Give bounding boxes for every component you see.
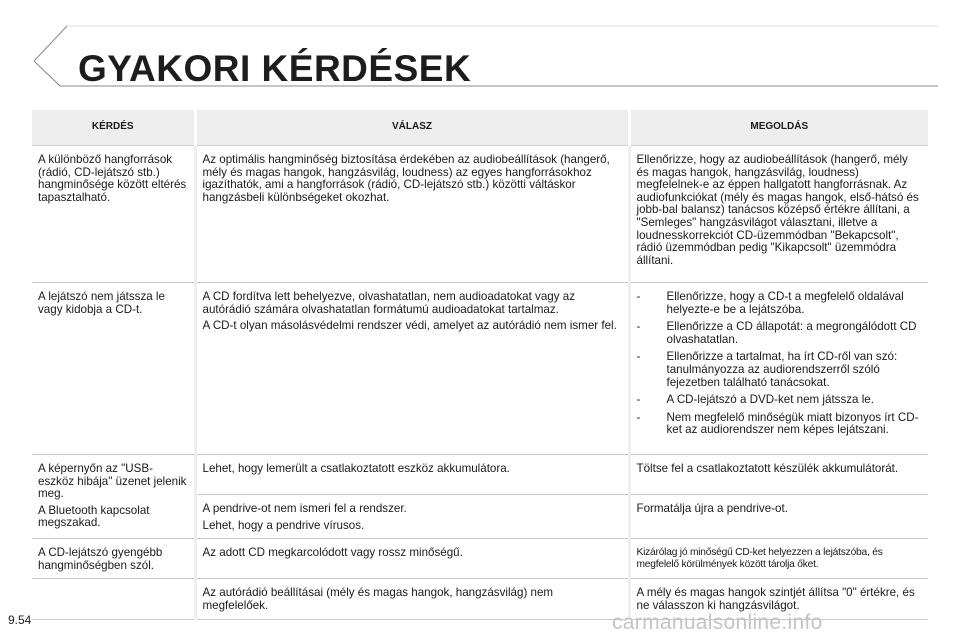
list-item bbox=[637, 291, 923, 316]
answer-cell bbox=[195, 579, 629, 619]
solution-bullet-list bbox=[637, 291, 923, 437]
list-item bbox=[637, 351, 923, 389]
question-text: A képernyőn az "USB-eszköz hibája" üzenet jelenik meg. bbox=[38, 462, 187, 501]
bullet-text: Nem megfelelő minőségük miatt bizonyos írt CD-ket az audiorendszer nem képes lejátszani. bbox=[666, 410, 919, 437]
watermark-text: carmanualsonline.info bbox=[612, 611, 823, 634]
solution-text: Kizárólag jó minőségű CD-ket helyezzen a lejátszóba, és megfelelő körülmények között tárolja őket. bbox=[636, 547, 883, 571]
answer-cell bbox=[195, 146, 629, 283]
question-cell-empty bbox=[32, 579, 195, 619]
column-header-solution: MEGOLDÁS bbox=[629, 110, 928, 146]
solution-text: Töltse fel a csatlakoztatott készülék akkumulátorát. bbox=[636, 462, 899, 475]
question-cell bbox=[32, 455, 195, 539]
answer-text: Az adott CD megkarcolódott vagy rossz minőségű. bbox=[202, 546, 463, 560]
bullet-dash: - bbox=[636, 410, 641, 424]
solution-text: Formatálja újra a pendrive-ot. bbox=[636, 502, 788, 515]
bullet-text: Ellenőrizze, hogy a CD-t a megfelelő oldalával helyezte-e be a lejátszóba. bbox=[666, 290, 904, 316]
question-text: A lejátszó nem játssza le vagy kidobja a CD-t. bbox=[38, 290, 165, 316]
solution-cell bbox=[629, 146, 928, 283]
bullet-dash: - bbox=[636, 393, 641, 407]
faq-table bbox=[32, 110, 928, 620]
solution-text: Ellenőrizze, hogy az audiobeállítások (hangerő, mély és magas hangok, hangzásvilág, loudness) megfelelnek-e az éppen hallgatott hangforrásnak. Az audiofunkciókat (mély és magas hangok, első-hátsó és jobb-bal balansz) tanácsos középső értékre állítani, a "Semleges" hangzásvilágot választani, illetve a loudnesskorrekciót CD-üzemmódban "Bekapcsolt", rádió üzemmódban pedig "Kikapcsolt" üzemmódra állítani. bbox=[636, 153, 919, 267]
page-number: 9.54 bbox=[8, 613, 32, 627]
solution-cell bbox=[629, 495, 928, 539]
bullet-text: Ellenőrizze a CD állapotát: a megrongálódott CD olvashatatlan. bbox=[666, 320, 917, 346]
bullet-dash: - bbox=[636, 350, 641, 364]
answer-text: Lehet, hogy a pendrive vírusos. bbox=[202, 518, 365, 532]
question-text: A CD-lejátszó gyengébb hangminőségben szól. bbox=[38, 546, 163, 572]
table-row bbox=[32, 283, 928, 455]
bullet-text: Ellenőrizze a tartalmat, ha írt CD-ről van szó: tanulmányozza az audiorendszerről szóló fejezetben található tanácsokat. bbox=[666, 350, 898, 389]
solution-cell bbox=[629, 455, 928, 495]
answer-text: Lehet, hogy lemerült a csatlakoztatott eszköz akkumulátora. bbox=[202, 462, 510, 475]
bullet-dash: - bbox=[636, 290, 641, 303]
column-header-question: KÉRDÉS bbox=[32, 110, 195, 146]
answer-cell bbox=[195, 495, 629, 539]
answer-cell bbox=[195, 539, 629, 579]
list-item bbox=[637, 412, 923, 437]
column-header-answer: VÁLASZ bbox=[195, 110, 629, 146]
list-item bbox=[637, 394, 923, 407]
answer-cell bbox=[195, 283, 629, 455]
answer-text: Az autórádió beállításai (mély és magas hangok, hangzásvilág) nem megfelelőek. bbox=[202, 586, 554, 612]
bullet-dash: - bbox=[636, 320, 641, 334]
solution-cell bbox=[629, 539, 928, 579]
question-cell bbox=[32, 283, 195, 455]
question-text: A Bluetooth kapcsolat megszakad. bbox=[38, 503, 150, 530]
question-cell bbox=[32, 146, 195, 283]
list-item bbox=[637, 321, 923, 346]
question-text: A különböző hangforrások (rádió, CD-lejátszó stb.) hangminősége között eltérés tapasztalható. bbox=[38, 153, 187, 204]
table-header-row bbox=[32, 110, 928, 146]
table-row bbox=[32, 455, 928, 495]
page-title: GYAKORI KÉRDÉSEK bbox=[78, 48, 472, 89]
solution-text: A mély és magas hangok szintjét állítsa "0" értékre, és ne válasszon ki hangzásvilágot. bbox=[636, 586, 915, 612]
table-row bbox=[32, 539, 928, 579]
title-bar bbox=[0, 0, 960, 110]
answer-text: A CD-t olyan másolásvédelmi rendszer védi, amelyet az autórádió nem ismer fel. bbox=[202, 319, 617, 333]
solution-cell bbox=[629, 283, 928, 455]
answer-text: A CD fordítva lett behelyezve, olvashatatlan, nem audioadatokat vagy az autórádió számára olvashatatlan formátumú audioadatokat tartalmaz. bbox=[202, 290, 576, 316]
answer-cell bbox=[195, 455, 629, 495]
answer-text: A pendrive-ot nem ismeri fel a rendszer. bbox=[202, 502, 407, 515]
bullet-text: A CD-lejátszó a DVD-ket nem játssza le. bbox=[666, 393, 874, 407]
answer-text: Az optimális hangminőség biztosítása érdekében az audiobeállítások (hangerő, mély és magas hangok, hangzásvilág, loudness) az egyes hangforrásokhoz igazíthatók, ami a hangforrások (rádió, CD-lejátszó stb.) közötti váltáskor hangzásbeli különbségeket okozhat. bbox=[202, 153, 610, 204]
table-row bbox=[32, 146, 928, 283]
question-cell bbox=[32, 539, 195, 579]
